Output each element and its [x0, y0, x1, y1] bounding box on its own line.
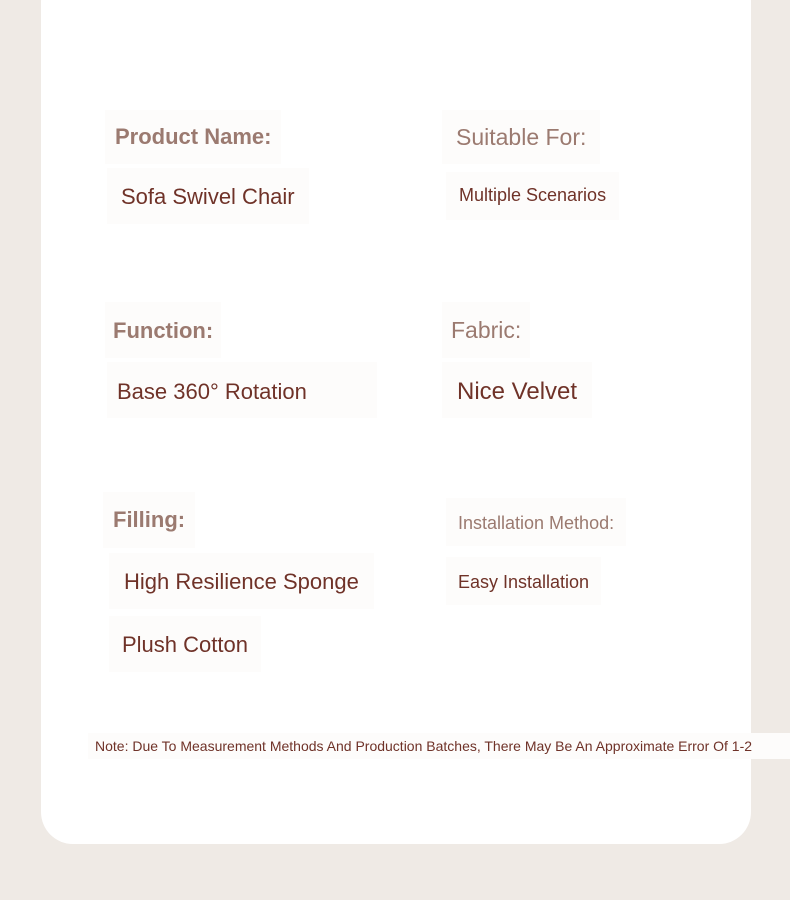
suitable-for-value: Multiple Scenarios	[446, 172, 619, 220]
function-value: Base 360° Rotation	[107, 362, 377, 418]
installation-method-value: Easy Installation	[446, 557, 601, 605]
fabric-value: Nice Velvet	[442, 362, 592, 418]
filling-value-1: High Resilience Sponge	[109, 553, 374, 609]
fabric-label: Fabric:	[442, 302, 530, 358]
filling-value-2: Plush Cotton	[109, 616, 261, 672]
product-name-value: Sofa Swivel Chair	[107, 168, 309, 224]
function-label: Function:	[105, 302, 221, 358]
installation-method-label: Installation Method:	[446, 498, 626, 546]
filling-label: Filling:	[103, 492, 195, 548]
product-name-label: Product Name:	[105, 110, 281, 164]
suitable-for-label: Suitable For:	[442, 110, 600, 164]
measurement-note: Note: Due To Measurement Methods And Production Batches, There May Be An Approximate Error Of 1-2	[88, 733, 790, 759]
